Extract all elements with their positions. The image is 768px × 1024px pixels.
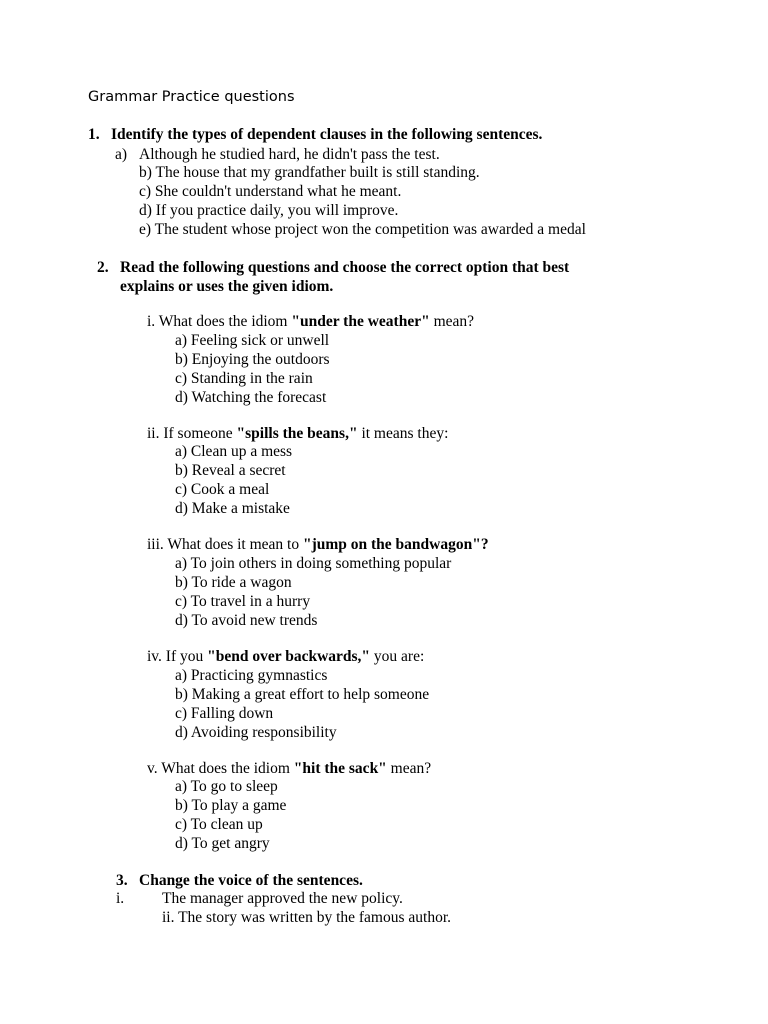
answer-option: d) To get angry — [175, 835, 270, 852]
idiom-question: i. What does the idiom "under the weather" mean? — [147, 313, 475, 330]
page-title: Grammar Practice questions — [88, 89, 295, 105]
q3-ii: ii. The story was written by the famous author. — [162, 909, 451, 926]
idiom-question: iv. If you "bend over backwards," you are: — [147, 648, 425, 665]
idiom-phrase: "spills the beans," — [236, 425, 358, 442]
q3-number: 3. — [116, 872, 128, 889]
q1-c: c) She couldn't understand what he meant. — [139, 183, 402, 200]
answer-option: b) Enjoying the outdoors — [175, 351, 330, 368]
answer-option: b) To ride a wagon — [175, 574, 292, 591]
q2-heading-line1: Read the following questions and choose the correct option that best — [120, 259, 570, 276]
q2-number: 2. — [97, 259, 109, 276]
answer-option: a) Practicing gymnastics — [175, 667, 328, 684]
q1-e: e) The student whose project won the competition was awarded a medal — [139, 221, 586, 238]
q1-d: d) If you practice daily, you will improve. — [139, 202, 399, 219]
idiom-phrase: "jump on the bandwagon"? — [302, 536, 489, 553]
q3-i-label: i. — [116, 890, 125, 907]
q3-i-text: The manager approved the new policy. — [162, 890, 403, 907]
answer-option: b) Making a great effort to help someone — [175, 686, 430, 703]
answer-option: d) Make a mistake — [175, 500, 290, 517]
answer-option: d) Avoiding responsibility — [175, 724, 337, 741]
answer-option: a) Clean up a mess — [175, 443, 293, 460]
answer-option: a) To join others in doing something popular — [175, 555, 452, 572]
q3-heading: Change the voice of the sentences. — [139, 872, 363, 889]
idiom-question: iii. What does it mean to "jump on the bandwagon"? — [147, 536, 489, 553]
idiom-phrase: "under the weather" — [291, 313, 430, 330]
answer-option: c) Standing in the rain — [175, 370, 313, 387]
answer-option: c) Falling down — [175, 705, 274, 722]
idiom-phrase: "hit the sack" — [293, 760, 387, 777]
q2-heading-line2: explains or uses the given idiom. — [120, 278, 334, 295]
q1-a-label: a) — [115, 146, 128, 163]
q1-b: b) The house that my grandfather built is still standing. — [139, 164, 480, 181]
answer-option: c) To travel in a hurry — [175, 593, 311, 610]
idiom-phrase: "bend over backwards," — [207, 648, 371, 665]
answer-option: d) Watching the forecast — [175, 389, 327, 406]
idiom-question: ii. If someone "spills the beans," it means they: — [147, 425, 449, 442]
answer-option: a) To go to sleep — [175, 778, 278, 795]
q1-heading: Identify the types of dependent clauses in the following sentences. — [111, 126, 543, 143]
answer-option: b) Reveal a secret — [175, 462, 286, 479]
q1-number: 1. — [88, 126, 100, 143]
answer-option: c) To clean up — [175, 816, 263, 833]
answer-option: c) Cook a meal — [175, 481, 270, 498]
answer-option: b) To play a game — [175, 797, 287, 814]
answer-option: a) Feeling sick or unwell — [175, 332, 330, 349]
idiom-question: v. What does the idiom "hit the sack" mean? — [147, 760, 432, 777]
q1-a-text: Although he studied hard, he didn't pass the test. — [139, 146, 440, 163]
answer-option: d) To avoid new trends — [175, 612, 318, 629]
